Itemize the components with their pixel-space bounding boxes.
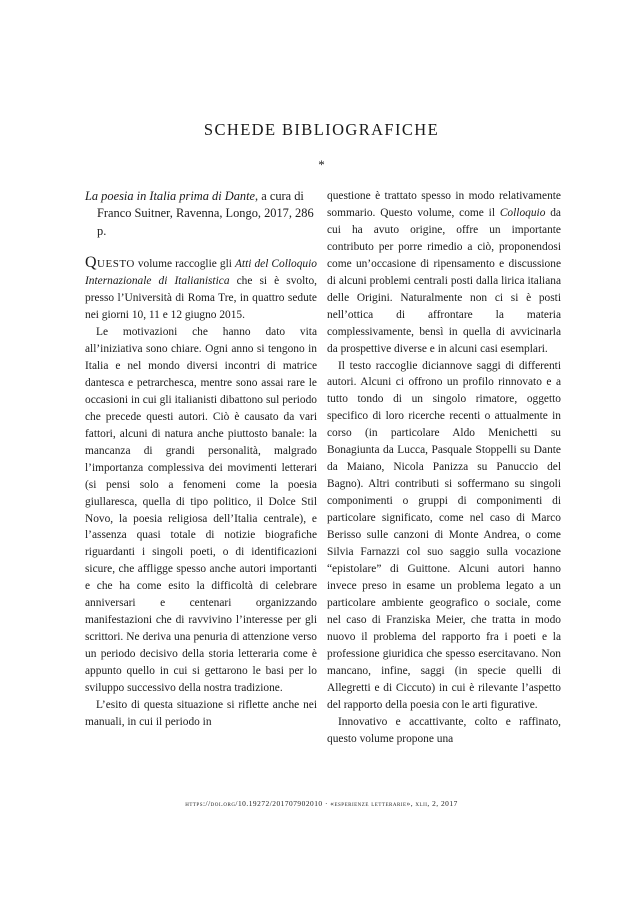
bibliographic-entry [85,188,317,240]
colloquio-title: Atti del Colloquio Internazionale di Italianistica [85,258,317,288]
page-footer: https://doi.org/10.19272/201707902010 · «esperienze letterarie», xlii, 2, 2017 [185,799,458,808]
paragraph [85,255,317,324]
text-run: che si è svolto, presso l’Università di Roma Tre, in quattro sedute nei giorni 10, 11 e 12 giugno 2015. [85,275,317,322]
asterism-ornament: * [318,157,325,172]
book-title: La poesia in Italia prima di Dante [85,189,256,203]
paragraph: Innovativo e accattivante, colto e raffinato, questo volume propone una [327,715,561,745]
text-run: da cui ha avuto origine, offre un importante contributo per porre rimedio a ciò, proponendosi come un’occasione di ripensamento e discussione di alcuni problemi centrali posti dalla lirica italiana delle Origini. Naturalmente non ci si è posti nell’ottica di affrontare la materia complessivamente, bensì in quella di avvicinarla da prospettive diverse e in alcuni casi esemplari. [327,206,561,355]
right-column [327,188,561,747]
paragraph [327,188,561,358]
text-run: questione è trattato spesso in modo relativamente sommario. Questo volume, come il [327,190,561,219]
paragraph: Il testo raccoglie diciannove saggi di differenti autori. Alcuni ci offrono un profilo rinnovato e a tutto tondo di un singolo rimatore, oggetto specifico di loro ricerche recenti o attualmente in corso (in particolare Aldo Menichetti su Bonagiunta da Lucca, Pasquale Stoppelli su Dante da Maiano, Nicola Panizza su Panuccio del Bagno). Altri contributi si soffermano su singoli componimenti o gruppi di componimenti di particolare significato, come nel caso di Marco Berisso sulle canzoni di Monte Andrea, o come Silvia Farnazzi col suo saggio sulla vocazione “epistolare” di Guittone. Alcuni autori hanno invece preso in esame un problema legato a un particolare ambiente geografico o sociale, come nel caso di Franziska Meier, che tratta in modo nuovo il problema del rapporto fra i poeti e la professione giuridica che spesso esercitavano. Non mancano, infine, saggi (in specie quelli di Allegretti e di Ciccuto) in cui è rilevante l’aspetto del rapporto della poesia con le arti figurative. [327,359,561,711]
page-title: SCHEDE BIBLIOGRAFICHE [203,120,440,139]
left-column [85,188,317,731]
paragraph: L’esito di questa situazione si riflette anche nei manuali, in cui il periodo in [85,699,317,728]
text-run: volume raccoglie gli [134,258,235,271]
opening-word: Questo [85,254,135,272]
paragraph: Le motivazioni che hanno dato vita all’iniziativa sono chiare. Ogni anno si tengono in Italia e nel mondo diversi incontri di matrice dantesca e petrarchesca, mentre sono assai rare le occasioni in cui gli italianisti dibattono sul periodo che precede questi autori. Ciò è causato da vari fattori, alcuni di natura anche piuttosto banale: la mancanza di grandi personalità, malgrado l’importanza complessiva dei movimenti letterari (si pensi solo a fenomeni come la poesia giullaresca, quella di tipo politico, il Dolce Stil Novo, la poesia religiosa dell’Italia centrale), e l’assenza quasi totale di notizie biografiche riguardanti i singoli poeti, o di identificazioni sicure, che affligge spesso anche autori importanti e che ha come esito la difficoltà di celebrare anniversari e centenari organizzando manifestazioni che di ravvivino l’interesse per gli scrittori. Ne deriva una penuria di attenzione verso un periodo decisivo della storia letteraria come è appunto quello in cui si gettarono le basi per lo sviluppo successivo della nostra tradizione. [85,326,317,695]
colloquio-word: Colloquio [499,206,546,219]
book-details: , a cura di Franco Suitner, Ravenna, Longo, 2017, 286 p. [97,189,314,238]
